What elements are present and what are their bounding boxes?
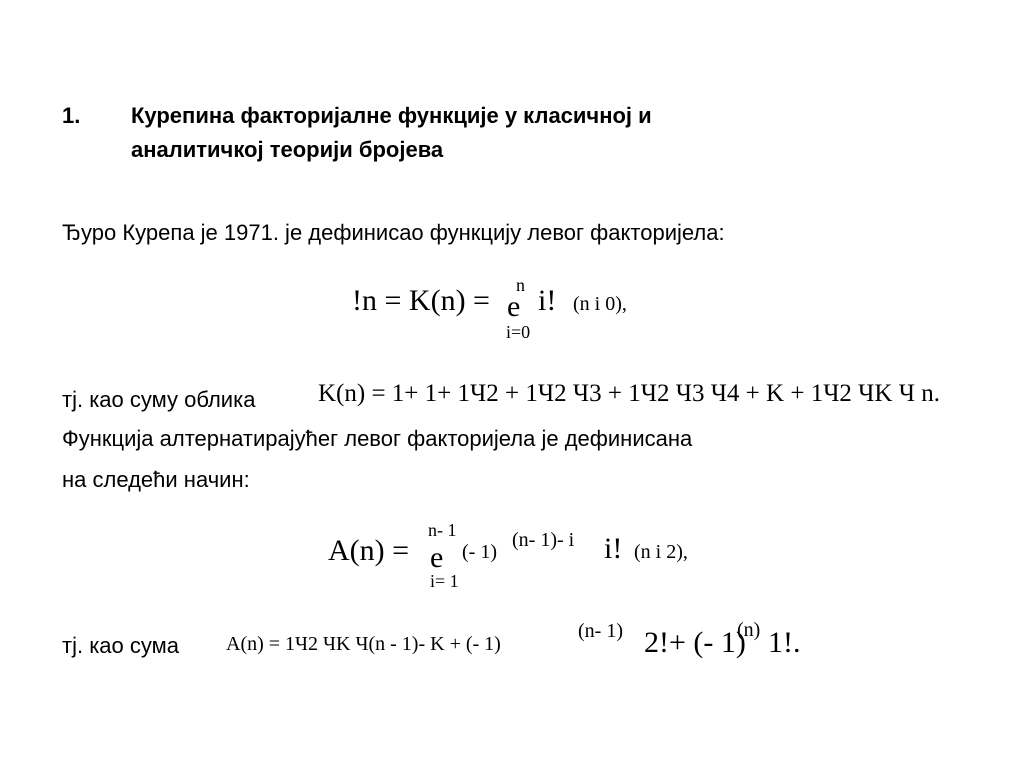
section-title xyxy=(131,99,891,167)
formula1-sum-lower: i=0 xyxy=(506,322,531,342)
alt-definition-line-2: на следећи начин: xyxy=(62,467,250,492)
formula-kn-expansion: K(n) = 1+ 1+ 1Ч2 + 1Ч2 Ч3 + 1Ч2 Ч3 Ч4 + K + 1Ч2 ЧK Ч n. xyxy=(318,380,940,407)
formula3-exponent: (n- 1)- i xyxy=(512,529,575,551)
sum-form-label: тј. као суму облика xyxy=(62,387,256,412)
formula1-term: i! xyxy=(538,284,557,317)
formula4-exp1: (n- 1) xyxy=(578,620,623,642)
formula1-sum-upper: n xyxy=(516,275,525,295)
formula4-part2: 2!+ (- 1) xyxy=(644,626,746,659)
formula4-exp2: (n) xyxy=(737,619,761,641)
result-sum-label: тј. као сума xyxy=(62,633,179,658)
formula4-part3: 1!. xyxy=(768,626,801,659)
section-title-line-1: Курепина факторијалне функције у класичној и xyxy=(131,103,652,128)
formula1-lhs: !n = K(n) = xyxy=(352,284,490,317)
alt-definition-line-1: Функција алтернатирајућег левог факторијела је дефинисана xyxy=(62,426,693,451)
formula3-sum-lower: i= 1 xyxy=(430,571,459,591)
formula3-condition: (n i 2), xyxy=(634,541,688,563)
intro-text: Ђуро Курепа је 1971. је дефинисао функцију левог факторијела: xyxy=(62,220,725,245)
section-number: 1. xyxy=(62,103,81,128)
formula4-part1: A(n) = 1Ч2 ЧK Ч(n - 1)- K + (- 1) xyxy=(226,633,501,655)
formula3-lhs: A(n) = xyxy=(328,534,410,567)
formula3-sum-upper: n- 1 xyxy=(428,520,457,540)
section-title-line-2: аналитичкој теорији бројева xyxy=(131,137,444,162)
formula1-condition: (n i 0), xyxy=(573,293,627,315)
formula3-term: i! xyxy=(604,532,623,565)
formula1-sum-symbol: e xyxy=(507,290,521,323)
formula3-base: (- 1) xyxy=(462,541,497,563)
formula3-sum-symbol: e xyxy=(430,541,444,574)
